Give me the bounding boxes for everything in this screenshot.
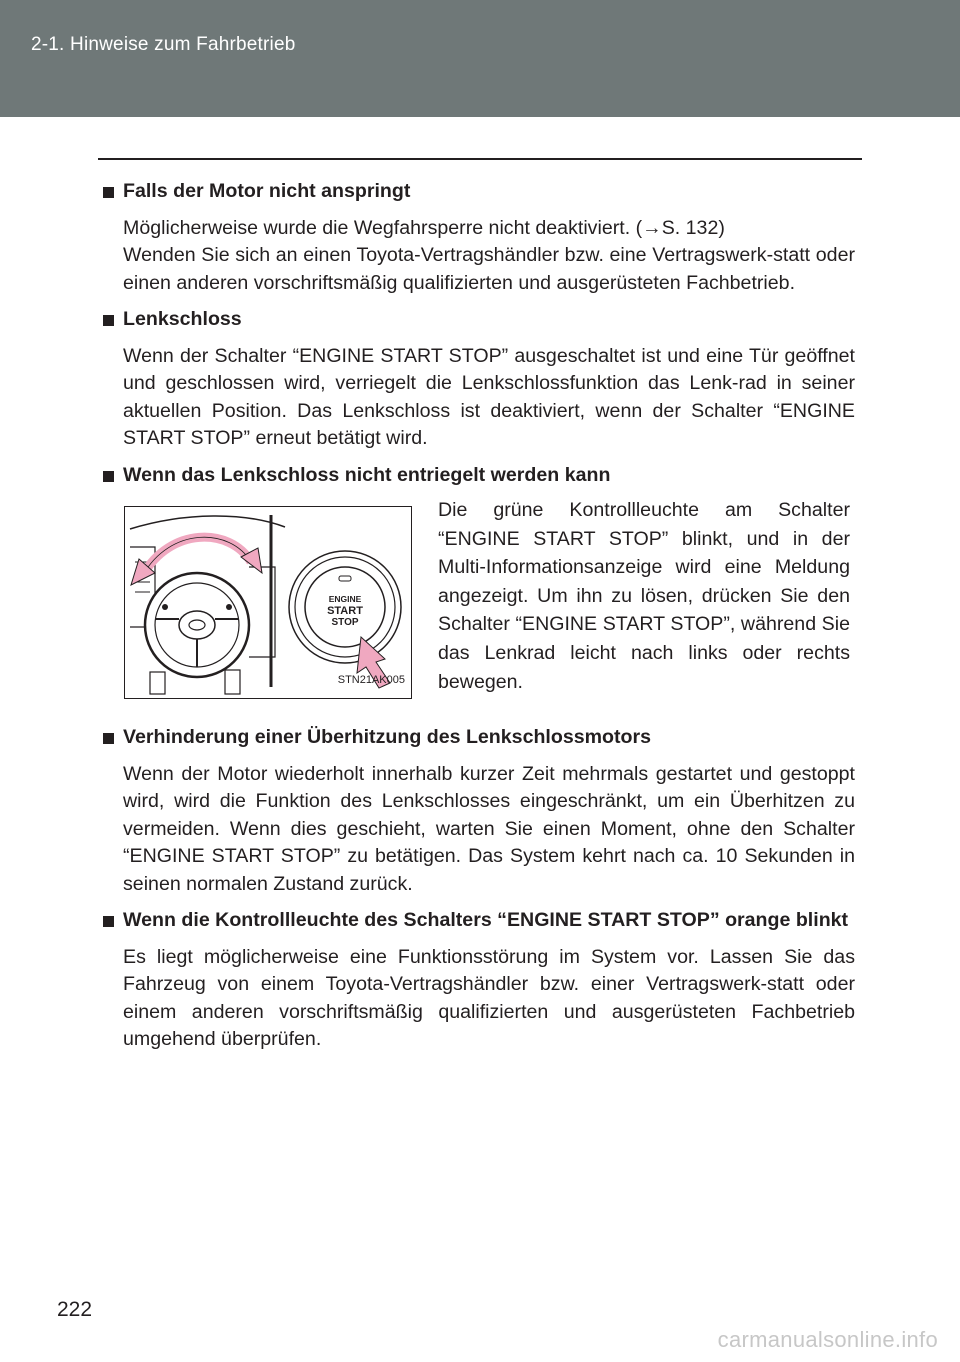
square-bullet-icon bbox=[103, 187, 114, 198]
engine-label: ENGINE bbox=[328, 594, 362, 604]
section-title: 2-1. Hinweise zum Fahrbetrieb bbox=[31, 34, 296, 55]
header-rule bbox=[98, 158, 862, 160]
stop-label: STOP bbox=[331, 617, 359, 628]
square-bullet-icon bbox=[103, 916, 114, 927]
paragraph-steering-lock: Wenn der Schalter “ENGINE START STOP” ausgeschaltet ist und eine Tür geöffnet und geschlossen wird, verriegelt die Lenkschlossfunktion das Lenk-rad in seiner aktuellen Position. Das Lenkschloss ist deaktiviert, wenn der Schalter “ENGINE START STOP” erneut betätigt wird. bbox=[123, 344, 855, 449]
watermark: carmanualsonline.info bbox=[717, 1327, 938, 1352]
paragraph-orange-indicator: Es liegt möglicherweise eine Funktionsstörung im System vor. Lassen Sie das Fahrzeug von einem Toyota-Vertragshändler bzw. einer Vertragswerk-statt oder einem anderen vorschriftsmäßig qualifizierten und ausgerüsteten Fachbetrieb umgehend überprüfen. bbox=[123, 945, 855, 1050]
figure-description: Die grüne Kontrollleuchte am Schalter “ENGINE START STOP” blinkt, und in der Multi-Informationsanzeige wird eine Meldung angezeigt. Um ihn zu lösen, drücken Sie den Schalter “ENGINE START STOP”, während Sie das Lenkrad leicht nach links oder rechts bewegen. bbox=[438, 499, 850, 693]
start-label: START bbox=[327, 605, 363, 617]
heading-engine-not-starting: Falls der Motor nicht anspringt bbox=[103, 178, 855, 206]
steering-wheel-illustration bbox=[124, 506, 412, 699]
square-bullet-icon bbox=[103, 315, 114, 326]
paragraph-overheat-prevention: Wenn der Motor wiederholt innerhalb kurzer Zeit mehrmals gestartet und gestoppt wird, wird die Funktion des Lenkschlosses eingeschränkt, um ein Überhitzen zu vermeiden. Wenn dies geschieht, warten Sie einen Moment, ohne den Schalter “ENGINE START STOP” zu betätigen. Das System kehrt nach ca. 10 Sekunden in seinen normalen Zustand zurück. bbox=[123, 762, 855, 895]
paragraph-engine-not-starting: Möglicherweise wurde die Wegfahrsperre nicht deaktiviert. (→S. 132) Wenden Sie sich an einen Toyota-Vertragshändler bzw. eine Vertragswerk-statt oder einen anderen vorschriftsmäßig qualifizierten und ausgerüsteten Fachbetrieb. bbox=[123, 216, 855, 294]
figure-row bbox=[103, 499, 855, 702]
square-bullet-icon bbox=[103, 471, 114, 482]
square-bullet-icon bbox=[103, 733, 114, 744]
heading-steering-lock: Lenkschloss bbox=[103, 306, 855, 334]
heading-overheat-prevention: Verhinderung einer Überhitzung des Lenkschlossmotors bbox=[103, 724, 855, 752]
page-number: 222 bbox=[57, 1298, 93, 1321]
page-header bbox=[0, 0, 960, 117]
heading-steering-lock-release: Wenn das Lenkschloss nicht entriegelt werden kann bbox=[103, 462, 855, 490]
page-content bbox=[103, 178, 855, 1063]
heading-orange-indicator: Wenn die Kontrollleuchte des Schalters “ENGINE START STOP” orange blinkt bbox=[103, 907, 855, 935]
figure-code: STN21AK005 bbox=[337, 673, 405, 686]
